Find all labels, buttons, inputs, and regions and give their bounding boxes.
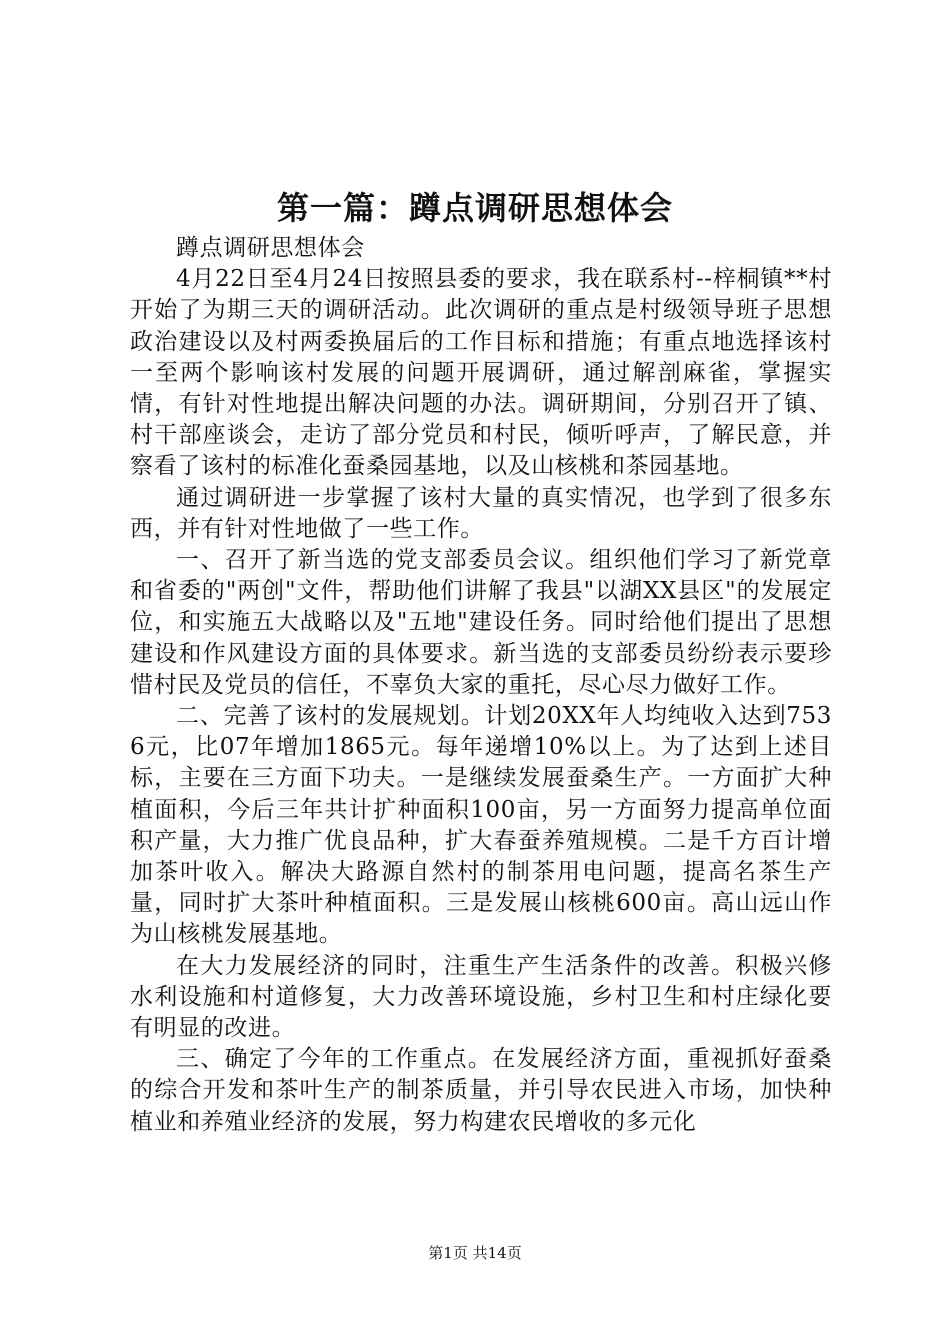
paragraph: 一、召开了新当选的党支部委员会议。组织他们学习了新党章和省委的"两创"文件，帮助他们讲解了我县"以湖XX县区"的发展定位，和实施五大战略以及"五地"建设任务。同时给他们提出了思想建设和作风建设方面的具体要求。新当选的支部委员纷纷表示要珍惜村民及党员的信任，不辜负大家的重托，尽心尽力做好工作。 xyxy=(130,547,832,698)
paragraph: 二、完善了该村的发展规划。计划20XX年人均纯收入达到7536元，比07年增加1865元。每年递增10%以上。为了达到上述目标，主要在三方面下功夫。一是继续发展蚕桑生产。一方面扩大种植面积，今后三年共计扩种面积100亩，另一方面努力提高单位面积产量，大力推广优良品种，扩大春蚕养殖规模。二是千方百计增加茶叶收入。解决大路源自然村的制茶用电问题，提高名茶生产量，同时扩大茶叶种植面积。三是发展山核桃600亩。高山远山作为山核桃发展基地。 xyxy=(130,703,832,948)
page-footer: 第1页 共14页 xyxy=(428,1244,522,1262)
paragraph: 通过调研进一步掌握了该村大量的真实情况，也学到了很多东西，并有针对性地做了一些工作。 xyxy=(130,484,832,542)
paragraph-subtitle: 蹲点调研思想体会 xyxy=(176,235,365,261)
paragraph: 4月22日至4月24日按照县委的要求，我在联系村--梓桐镇**村开始了为期三天的调研活动。此次调研的重点是村级领导班子思想政治建设以及村两委换届后的工作目标和措施；有重点地选择该村一至两个影响该村发展的问题开展调研，通过解剖麻雀，掌握实情，有针对性地提出解决问题的办法。调研期间，分别召开了镇、村干部座谈会，走访了部分党员和村民，倾听呼声，了解民意，并察看了该村的标准化蚕桑园基地，以及山核桃和茶园基地。 xyxy=(130,266,832,480)
paragraph: 三、确定了今年的工作重点。在发展经济方面，重视抓好蚕桑的综合开发和茶叶生产的制茶质量，并引导农民进入市场，加快种植业和养殖业经济的发展，努力构建农民增收的多元化 xyxy=(130,1046,832,1135)
paragraph: 在大力发展经济的同时，注重生产生活条件的改善。积极兴修水利设施和村道修复，大力改善环境设施，乡村卫生和村庄绿化要有明显的改进。 xyxy=(130,952,832,1042)
document-body xyxy=(130,233,832,1138)
document-title: 第一篇：蹲点调研思想体会 xyxy=(276,189,673,227)
